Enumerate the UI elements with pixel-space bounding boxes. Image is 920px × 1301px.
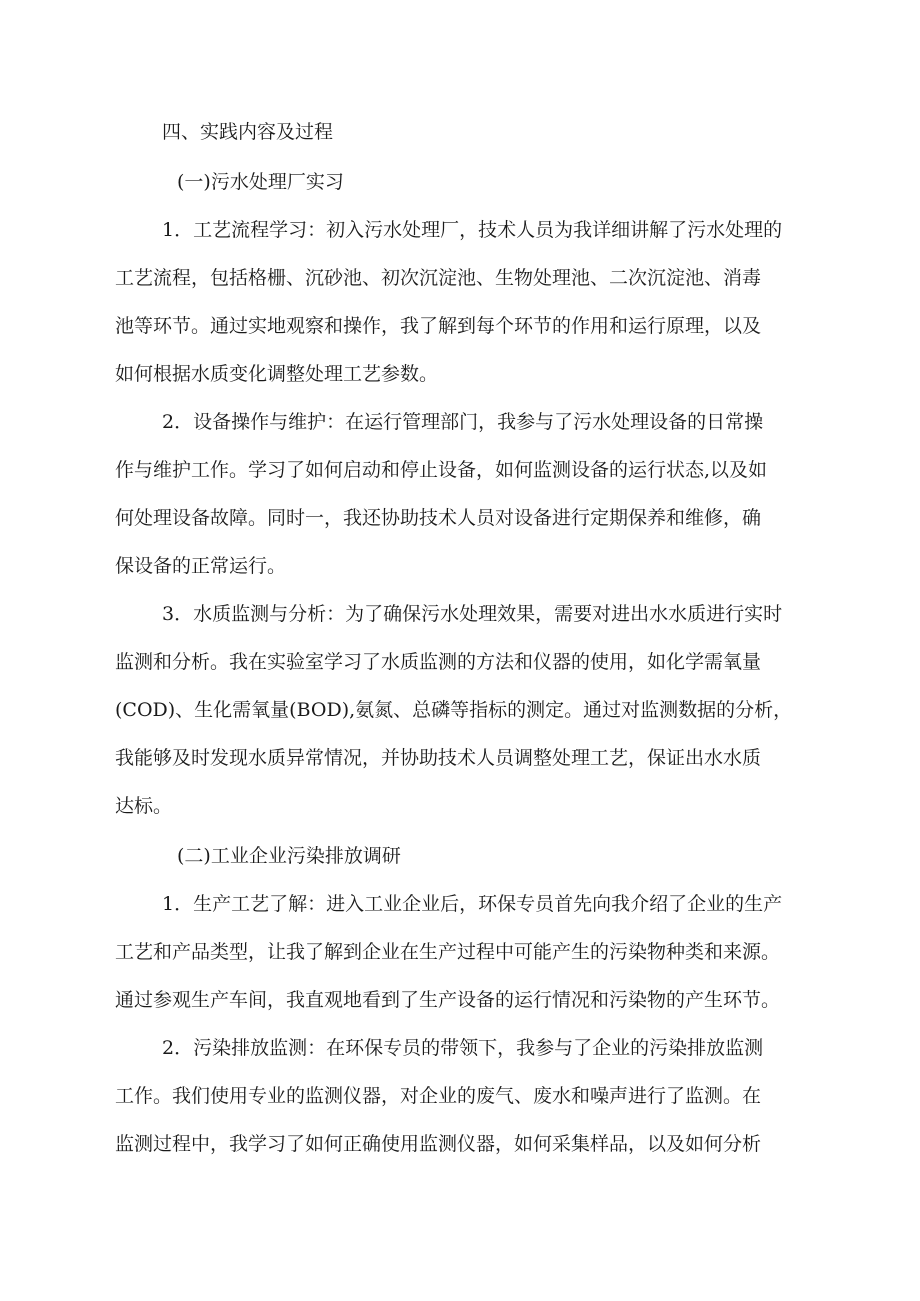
paragraph-line: 我能够及时发现水质异常情况，并协助技术人员调整处理工艺，保证出水水质 — [115, 747, 762, 769]
paragraph-line: 如何根据水质变化调整处理工艺参数。 — [115, 363, 439, 385]
paragraph-line: 2．设备操作与维护：在运行管理部门，我参与了污水处理设备的日常操 — [162, 411, 764, 433]
subsection-heading-1: (一)污水处理厂实习 — [177, 171, 344, 193]
paragraph-line: (COD)、生化需氧量(BOD),氨氮、总磷等指标的测定。通过对监测数据的分析， — [115, 699, 793, 721]
paragraph-line: 1．生产工艺了解：进入工业企业后，环保专员首先向我介绍了企业的生产 — [162, 893, 783, 915]
paragraph-line: 3．水质监测与分析：为了确保污水处理效果，需要对进出水水质进行实时 — [162, 603, 783, 625]
paragraph-line: 1．工艺流程学习：初入污水处理厂，技术人员为我详细讲解了污水处理的 — [162, 219, 783, 241]
paragraph-line: 工艺和产品类型，让我了解到企业在生产过程中可能产生的污染物种类和来源。 — [115, 941, 781, 963]
paragraph-line: 池等环节。通过实地观察和操作，我了解到每个环节的作用和运行原理，以及 — [115, 315, 762, 337]
paragraph-line: 工艺流程，包括格栅、沉砂池、初次沉淀池、生物处理池、二次沉淀池、消毒 — [115, 267, 762, 289]
paragraph-line: 保设备的正常运行。 — [115, 555, 287, 577]
paragraph-line: 作与维护工作。学习了如何启动和停止设备，如何监测设备的运行状态,以及如 — [115, 459, 768, 481]
subsection-heading-2: (二)工业企业污染排放调研 — [177, 845, 401, 867]
paragraph-line: 达标。 — [115, 795, 173, 817]
section-heading: 四、实践内容及过程 — [162, 121, 334, 143]
paragraph-line: 2．污染排放监测：在环保专员的带领下，我参与了企业的污染排放监测 — [162, 1037, 764, 1059]
paragraph-line: 通过参观生产车间，我直观地看到了生产设备的运行情况和污染物的产生环节。 — [115, 989, 781, 1011]
paragraph-line: 监测和分析。我在实验室学习了水质监测的方法和仪器的使用，如化学需氧量 — [115, 651, 762, 673]
paragraph-line: 何处理设备故障。同时一，我还协助技术人员对设备进行定期保养和维修，确 — [115, 507, 762, 529]
paragraph-line: 监测过程中，我学习了如何正确使用监测仪器，如何采集样品，以及如何分析 — [115, 1133, 762, 1155]
paragraph-line: 工作。我们使用专业的监测仪器，对企业的废气、废水和噪声进行了监测。在 — [115, 1085, 762, 1107]
